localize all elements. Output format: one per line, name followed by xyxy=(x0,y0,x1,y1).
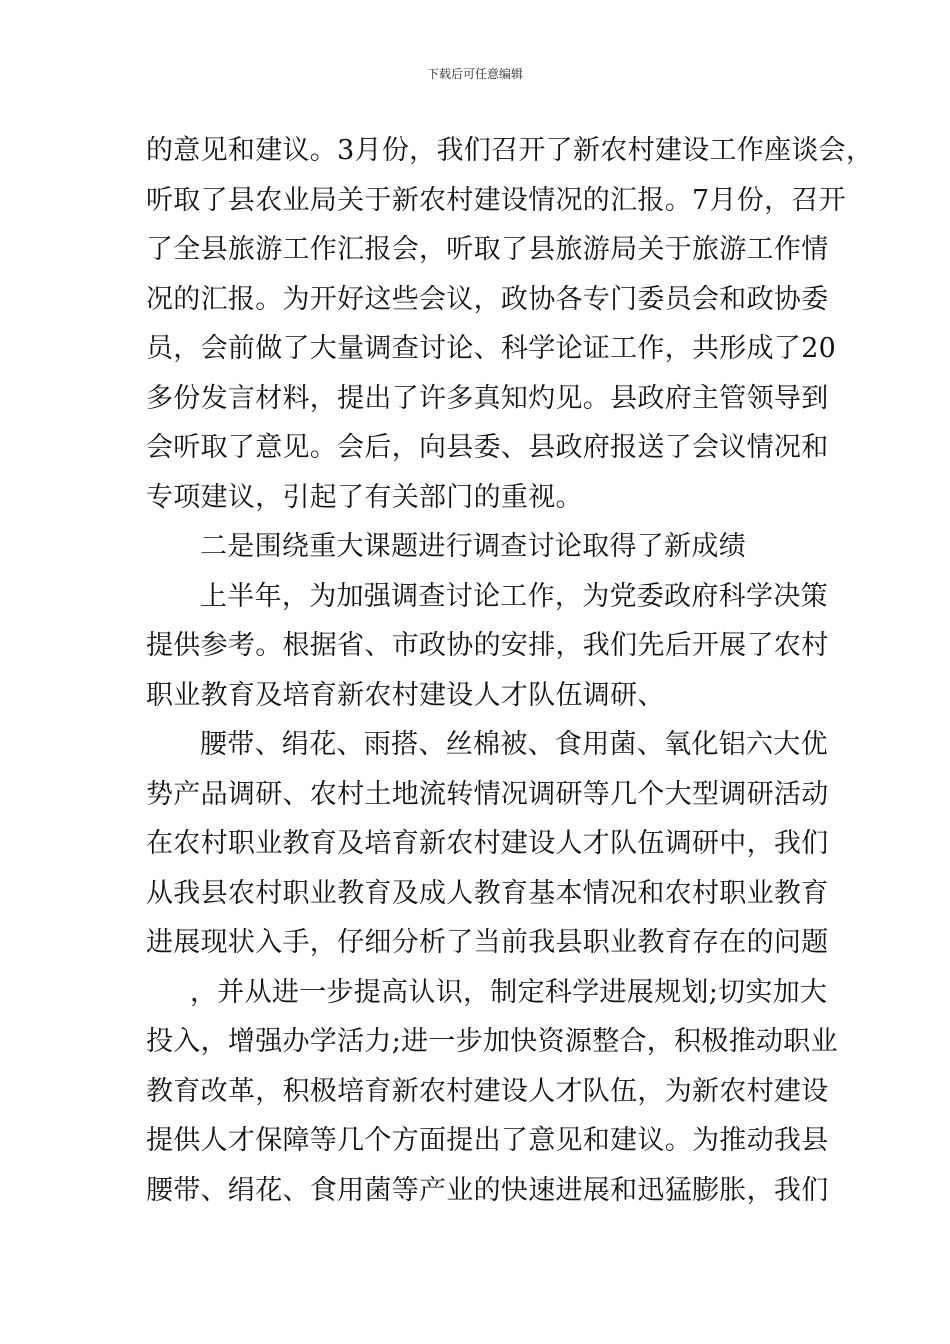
text-line: 腰带、绢花、雨搭、丝棉被、食用菌、氧化铝六大优 xyxy=(200,729,828,760)
text-line: 会听取了意见。会后，向县委、县政府报送了会议情况和 xyxy=(146,432,829,463)
text-line: 投入，增强办学活力;进一步加快资源整合，积极推动职业 xyxy=(146,1026,838,1057)
text-line: 势产品调研、农村土地流转情况调研等几个大型调研活动 xyxy=(146,778,829,810)
text-line: 专项建议，引起了有关部门的重视。 xyxy=(146,481,583,513)
text-line: 况的汇报。为开好这些会议，政协各专门委员会和政协委 xyxy=(146,283,829,315)
text-line: 提供参考。根据省、市政协的安排，我们先后开展了农村 xyxy=(146,630,829,661)
text-line: ，并从进一步提高认识，制定科学进展规划;切实加大 xyxy=(190,976,828,1008)
text-line: 听取了县农业局关于新农村建设情况的汇报。7月份，召开 xyxy=(146,184,846,216)
page-header: 下载后可任意编辑 xyxy=(426,67,523,81)
text-line: 员，会前做了大量调查讨论、科学论证工作，共形成了20 xyxy=(146,333,837,364)
text-line: 了全县旅游工作汇报会，听取了县旅游局关于旅游工作情 xyxy=(146,234,829,265)
text-line: 进展现状入手，仔细分析了当前我县职业教育存在的问题 xyxy=(146,927,829,958)
text-line: 提供人才保障等几个方面提出了意见和建议。为推动我县 xyxy=(146,1125,829,1156)
text-line: 教育改革，积极培育新农村建设人才队伍，为新农村建设 xyxy=(146,1075,829,1107)
text-line: 从我县农村职业教育及成人教育基本情况和农村职业教育 xyxy=(146,877,829,909)
text-line: 多份发言材料，提出了许多真知灼见。县政府主管领导到 xyxy=(146,382,829,414)
text-line: 在农村职业教育及培育新农村建设人才队伍调研中，我们 xyxy=(146,828,829,859)
text-line: 职业教育及培育新农村建设人才队伍调研、 xyxy=(146,679,665,711)
text-line: 上半年，为加强调查讨论工作，为党委政府科学决策 xyxy=(200,580,828,612)
section-heading: 二是围绕重大课题进行调查讨论取得了新成绩 xyxy=(200,531,746,562)
text-line: 腰带、绢花、食用菌等产业的快速进展和迅猛膨胀，我们 xyxy=(146,1174,829,1206)
text-line: 的意见和建议。3月份，我们召开了新农村建设工作座谈会， xyxy=(146,135,874,166)
document-body xyxy=(146,126,874,1215)
